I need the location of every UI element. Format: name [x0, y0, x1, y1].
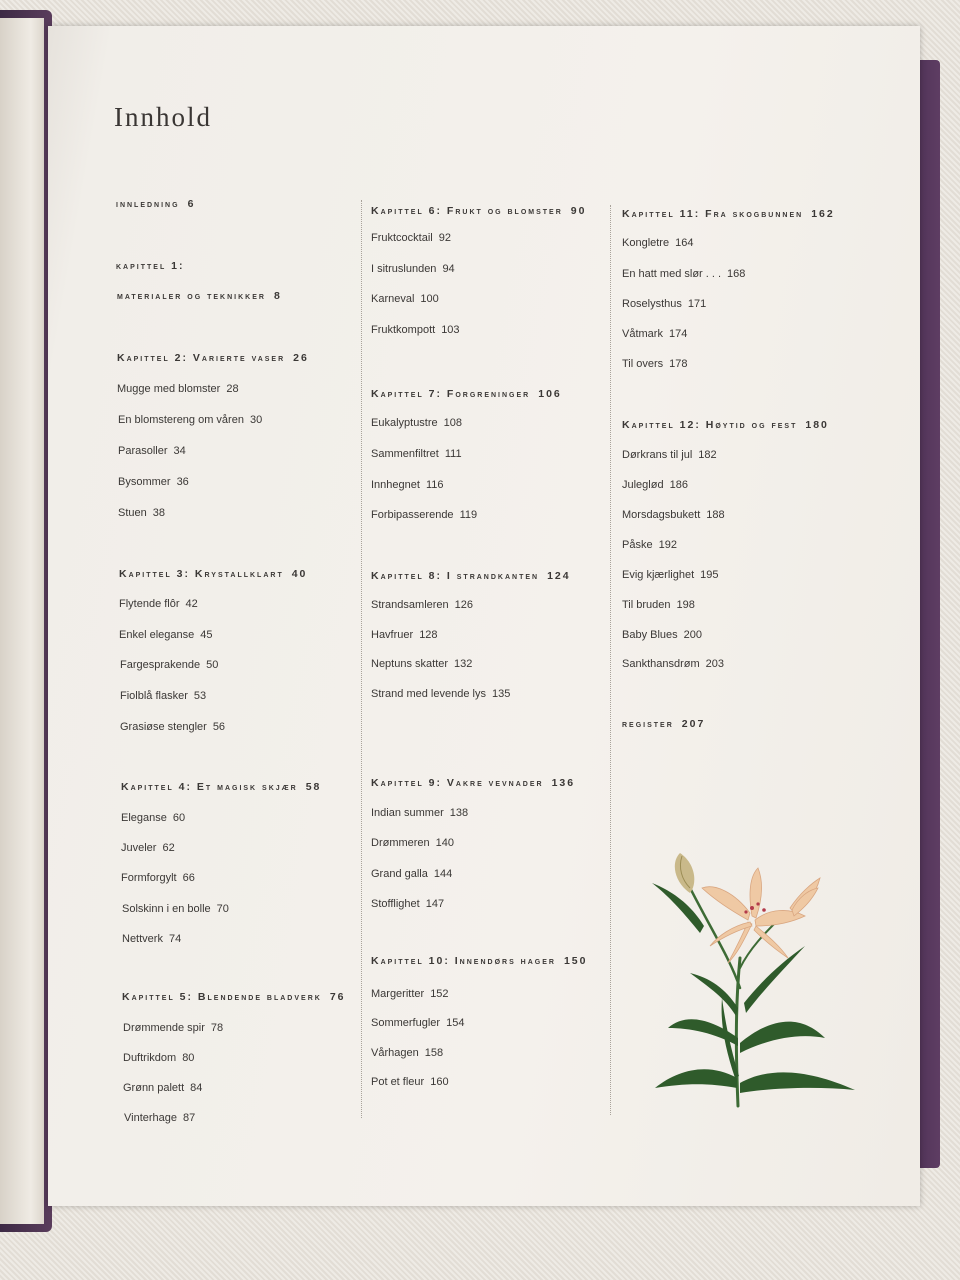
toc-page-number: 180	[805, 419, 829, 431]
chapter-heading	[371, 955, 587, 967]
toc-label: I sitruslunden	[371, 263, 437, 275]
toc-page-number: 132	[454, 658, 473, 670]
toc-page-number: 103	[441, 324, 460, 336]
toc-page-number: 195	[700, 569, 719, 581]
toc-page-number: 76	[329, 991, 346, 1003]
toc-label: Til overs	[622, 358, 664, 370]
toc-page-number: 6	[187, 198, 196, 210]
toc-label: Eukalyptustre	[371, 417, 438, 429]
toc-entry	[371, 988, 449, 1000]
toc-entry	[622, 328, 687, 340]
toc-entry	[371, 509, 477, 521]
toc-label: Fruktcocktail	[371, 232, 433, 244]
chapter-heading	[371, 388, 562, 400]
toc-page-number: 126	[454, 599, 474, 611]
chapter-heading	[117, 352, 309, 364]
chapter-heading	[121, 781, 321, 793]
toc-page-number: 164	[675, 237, 694, 249]
toc-entry	[123, 1082, 202, 1094]
toc-page-number: 108	[443, 417, 463, 429]
toc-entry	[371, 658, 472, 670]
toc-label: Sammenfiltret	[371, 448, 439, 460]
toc-label: Vårhagen	[371, 1047, 419, 1059]
toc-page-number: 174	[668, 328, 688, 340]
toc-entry	[371, 448, 462, 460]
toc-label: Formforgylt	[121, 872, 177, 884]
toc-entry	[371, 837, 454, 849]
toc-page-number: 182	[698, 449, 717, 461]
toc-label: Havfruer	[371, 629, 414, 641]
toc-label: Flytende flôr	[119, 598, 180, 610]
toc-page-number: 188	[706, 509, 725, 521]
toc-label: Drømmeren	[371, 837, 430, 849]
toc-entry	[371, 688, 510, 700]
chapter-heading	[119, 568, 307, 580]
toc-page-number: 138	[449, 807, 469, 819]
toc-entry	[622, 449, 717, 461]
chapter-heading	[622, 718, 705, 730]
toc-label: Kapittel 10: Innendørs hager	[371, 955, 556, 967]
toc-page-number: 150	[563, 955, 588, 967]
toc-page-number: 154	[446, 1017, 465, 1029]
toc-page-number: 116	[425, 479, 444, 491]
toc-label: Sankthansdrøm	[622, 658, 700, 670]
toc-page-number: 30	[249, 414, 263, 426]
toc-page-number: 80	[182, 1052, 195, 1064]
toc-label: Kapittel 7: Forgreninger	[371, 388, 531, 400]
toc-entry	[371, 629, 438, 641]
toc-label: Til bruden	[622, 599, 671, 611]
toc-entry	[117, 383, 239, 395]
toc-page-number: 40	[291, 568, 308, 580]
toc-entry	[371, 898, 444, 910]
toc-label: Juleglød	[622, 479, 664, 491]
toc-page-number: 66	[182, 872, 195, 884]
toc-label: Fargesprakende	[120, 659, 201, 671]
toc-page-number: 53	[193, 690, 207, 702]
toc-page-number: 28	[226, 383, 239, 395]
toc-page-number: 158	[424, 1047, 444, 1059]
toc-entry	[371, 293, 439, 305]
toc-label: Kapittel 2: Varierte vaser	[117, 352, 286, 364]
toc-entry	[121, 812, 185, 824]
toc-page-number: 74	[168, 933, 182, 945]
toc-entry	[371, 479, 443, 491]
toc-label: Kapittel 4: Et magisk skjær	[121, 781, 298, 793]
toc-entry	[371, 232, 451, 244]
chapter-heading	[622, 419, 829, 431]
chapter-heading	[117, 290, 282, 302]
toc-page-number: 45	[200, 629, 213, 641]
toc-entry	[120, 659, 218, 671]
toc-label: Eleganse	[121, 812, 167, 824]
column-divider-1	[361, 200, 362, 1118]
toc-label: Påske	[622, 539, 653, 551]
toc-page-number: 186	[669, 479, 688, 491]
toc-page-number: 135	[491, 688, 511, 700]
toc-entry	[119, 598, 198, 610]
toc-label: Fiolblå flasker	[120, 690, 188, 702]
toc-page-number: 62	[162, 842, 175, 854]
toc-entry	[371, 1047, 443, 1059]
toc-entry	[118, 507, 165, 519]
toc-page-number: 144	[433, 868, 453, 880]
toc-entry	[371, 417, 462, 429]
page-title: Innhold	[114, 102, 212, 132]
toc-label: Kapittel 12: Høytid og fest	[622, 419, 798, 431]
toc-page-number: 106	[538, 388, 562, 400]
toc-entry	[622, 539, 677, 551]
toc-entry	[120, 690, 206, 702]
toc-entry	[121, 842, 175, 854]
toc-page-number: 136	[551, 777, 576, 789]
toc-entry	[622, 629, 702, 641]
toc-page-number: 160	[430, 1076, 449, 1088]
toc-entry	[124, 1112, 195, 1124]
toc-entry	[622, 658, 724, 670]
left-page-edge	[0, 18, 44, 1224]
toc-page-number: 34	[173, 445, 186, 457]
toc-entry	[371, 1076, 449, 1088]
toc-page-number: 56	[212, 721, 226, 733]
toc-page-number: 42	[185, 598, 198, 610]
toc-label: En blomstereng om våren	[118, 414, 244, 426]
toc-label: Juveler	[121, 842, 157, 854]
toc-page-number: 26	[293, 352, 309, 364]
toc-label: Kapittel 6: Frukt og blomster	[371, 205, 563, 217]
toc-label: Karneval	[371, 293, 415, 305]
toc-page-number: 38	[152, 507, 165, 519]
toc-label: Kapittel 5: Blendende bladverk	[122, 991, 322, 1003]
toc-entry	[371, 263, 455, 275]
toc-page-number: 84	[190, 1082, 203, 1094]
toc-entry	[622, 237, 693, 249]
toc-label: innledning	[116, 198, 180, 210]
toc-page-number: 119	[459, 509, 478, 521]
toc-entry	[622, 569, 719, 581]
toc-page-number: 78	[210, 1022, 224, 1034]
toc-page-number: 200	[683, 629, 703, 641]
toc-label: Pot et fleur	[371, 1076, 425, 1088]
toc-label: Kongletre	[622, 237, 670, 249]
toc-label: Sommerfugler	[371, 1017, 441, 1029]
toc-label: Grand galla	[371, 868, 428, 880]
toc-page-number: 92	[438, 232, 451, 244]
chapter-heading	[622, 208, 835, 220]
toc-page-number: 147	[425, 898, 445, 910]
toc-entry	[118, 414, 262, 426]
toc-label: Parasoller	[118, 445, 168, 457]
toc-label: Stofflighet	[371, 898, 420, 910]
toc-label: Stuen	[118, 507, 147, 519]
toc-label: Nettverk	[122, 933, 163, 945]
toc-entry	[122, 903, 229, 915]
toc-label: Grønn palett	[123, 1082, 185, 1094]
toc-label: register	[622, 718, 674, 730]
toc-entry	[622, 509, 725, 521]
chapter-heading	[371, 777, 575, 789]
toc-label: Fruktkompott	[371, 324, 436, 336]
toc-entry	[118, 445, 186, 457]
toc-label: Margeritter	[371, 988, 425, 1000]
toc-label: Solskinn i en bolle	[122, 903, 211, 915]
toc-page-number: 128	[419, 629, 438, 641]
toc-page-number: 36	[176, 476, 189, 488]
toc-entry	[121, 872, 195, 884]
toc-page-number: 87	[183, 1112, 196, 1124]
toc-label: Grasiøse stengler	[120, 721, 207, 733]
toc-entry	[622, 298, 706, 310]
toc-page-number: 198	[676, 599, 695, 611]
toc-label: Morsdagsbukett	[622, 509, 701, 521]
toc-label: Kapittel 9: Vakre vevnader	[371, 777, 544, 789]
toc-label: Mugge med blomster	[117, 383, 221, 395]
toc-label: Neptuns skatter	[371, 658, 449, 670]
chapter-heading	[122, 991, 346, 1003]
toc-label: Bysommer	[118, 476, 171, 488]
toc-entry	[123, 1052, 194, 1064]
toc-page-number: 100	[420, 293, 439, 305]
toc-page-number: 58	[305, 781, 322, 793]
chapter-heading	[371, 570, 571, 582]
toc-entry	[119, 629, 212, 641]
toc-label: Enkel eleganse	[119, 629, 195, 641]
toc-page-number: 168	[727, 268, 746, 280]
toc-page-number: 203	[705, 658, 725, 670]
toc-entry	[371, 324, 460, 336]
toc-page-number: 171	[687, 298, 707, 310]
chapter-heading	[371, 205, 586, 217]
toc-label: Duftrikdom	[123, 1052, 177, 1064]
toc-entry	[371, 1017, 464, 1029]
toc-page-number: 162	[811, 208, 835, 220]
toc-entry	[118, 476, 189, 488]
toc-entry	[120, 721, 225, 733]
toc-page-number: 124	[547, 570, 571, 582]
column-divider-2	[610, 205, 611, 1115]
toc-label: Innhegnet	[371, 479, 420, 491]
toc-entry	[622, 358, 688, 370]
toc-page-number: 207	[681, 718, 706, 730]
toc-page-number: 94	[442, 263, 455, 275]
toc-label: Roselysthus	[622, 298, 682, 310]
toc-label: Kapittel 11: Fra skogbunnen	[622, 208, 804, 220]
toc-entry	[622, 599, 695, 611]
toc-label: Strandsamleren	[371, 599, 449, 611]
toc-page-number: 140	[435, 837, 455, 849]
toc-entry	[371, 868, 452, 880]
toc-page-number: 111	[444, 448, 462, 460]
toc-entry	[622, 479, 688, 491]
toc-label: materialer og teknikker	[117, 290, 266, 302]
toc-label: Kapittel 3: Krystallklart	[119, 568, 284, 580]
toc-label: Drømmende spir	[123, 1022, 205, 1034]
toc-label: Dørkrans til jul	[622, 449, 693, 461]
toc-entry	[123, 1022, 223, 1034]
toc-page-number: 152	[430, 988, 449, 1000]
toc-page-number: 50	[206, 659, 219, 671]
toc-entry	[371, 807, 468, 819]
toc-page-number: 8	[273, 290, 282, 302]
lily-illustration	[640, 838, 870, 1118]
toc-entry	[122, 933, 181, 945]
toc-label: Evig kjærlighet	[622, 569, 695, 581]
toc-page-number: 178	[669, 358, 688, 370]
toc-page-number: 70	[216, 903, 229, 915]
toc-label: En hatt med slør . . .	[622, 268, 722, 280]
toc-label: Indian summer	[371, 807, 444, 819]
toc-entry	[622, 268, 745, 280]
toc-label: Forbipasserende	[371, 509, 454, 521]
toc-page-number: 192	[658, 539, 677, 551]
chapter-heading	[116, 260, 184, 272]
toc-label: Baby Blues	[622, 629, 678, 641]
toc-label: Vinterhage	[124, 1112, 178, 1124]
toc-label: kapittel 1:	[116, 260, 185, 272]
chapter-heading	[116, 198, 195, 210]
toc-label: Våtmark	[622, 328, 663, 340]
toc-entry	[371, 599, 473, 611]
toc-page-number: 60	[172, 812, 186, 824]
toc-label: Kapittel 8: I strandkanten	[371, 570, 540, 582]
toc-label: Strand med levende lys	[371, 688, 486, 700]
toc-page-number: 90	[570, 205, 587, 217]
